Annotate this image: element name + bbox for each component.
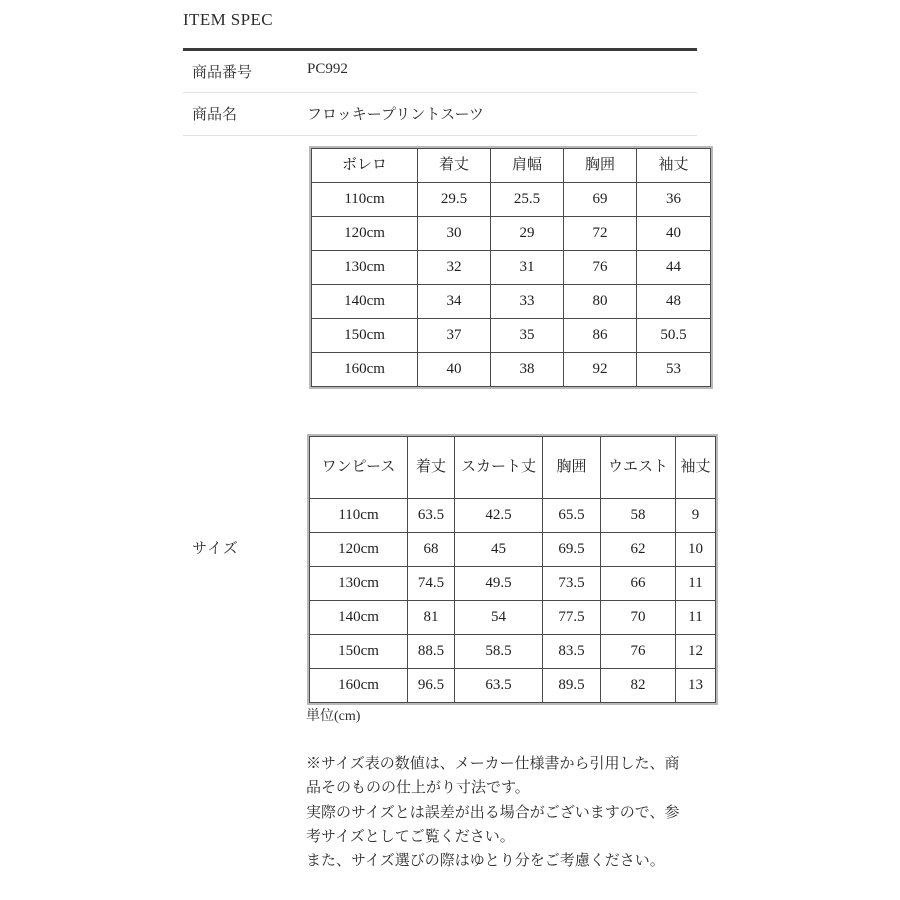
table-row (311, 251, 711, 285)
column-header: ボレロ (311, 148, 418, 183)
value-cell: 58 (601, 499, 676, 533)
spec-label: 商品名 (192, 107, 238, 123)
table-header-row (309, 436, 716, 499)
table-row (309, 601, 716, 635)
value-cell: 48 (637, 285, 711, 319)
column-header: 着丈 (408, 436, 455, 499)
value-cell: 68 (408, 533, 455, 567)
value-cell: 12 (676, 635, 716, 669)
value-cell: 33 (491, 285, 564, 319)
value-cell: 50.5 (637, 319, 711, 353)
value-cell: 62 (601, 533, 676, 567)
value-cell: 35 (491, 319, 564, 353)
spec-row-item-name (183, 97, 697, 137)
value-cell: 45 (455, 533, 543, 567)
page-title: ITEM SPEC (183, 10, 274, 29)
unit-note: 単位(cm) (306, 709, 361, 724)
value-cell: 88.5 (408, 635, 455, 669)
spec-value: PC992 (307, 61, 348, 77)
size-cell: 110cm (311, 183, 418, 217)
value-cell: 31 (491, 251, 564, 285)
size-cell: 160cm (309, 669, 408, 703)
value-cell: 34 (418, 285, 491, 319)
value-cell: 42.5 (455, 499, 543, 533)
value-cell: 82 (601, 669, 676, 703)
table-header-row (311, 148, 711, 183)
value-cell: 72 (564, 217, 637, 251)
value-cell: 73.5 (543, 567, 601, 601)
column-header: 袖丈 (637, 148, 711, 183)
value-cell: 49.5 (455, 567, 543, 601)
size-cell: 130cm (309, 567, 408, 601)
value-cell: 66 (601, 567, 676, 601)
size-cell: 150cm (311, 319, 418, 353)
value-cell: 29.5 (418, 183, 491, 217)
table-row (311, 319, 711, 353)
value-cell: 89.5 (543, 669, 601, 703)
column-header: 肩幅 (491, 148, 564, 183)
value-cell: 11 (676, 567, 716, 601)
note-line-1: ※サイズ表の数値は、メーカー仕様書から引用した、商品そのものの仕上がり寸法です。 (306, 756, 680, 797)
table-row (311, 217, 711, 251)
size-table-bolero (309, 146, 713, 389)
column-header: 胸囲 (543, 436, 601, 499)
value-cell: 37 (418, 319, 491, 353)
table-row (309, 533, 716, 567)
column-header: 着丈 (418, 148, 491, 183)
value-cell: 77.5 (543, 601, 601, 635)
value-cell: 54 (455, 601, 543, 635)
size-cell: 120cm (311, 217, 418, 251)
value-cell: 69.5 (543, 533, 601, 567)
value-cell: 63.5 (408, 499, 455, 533)
table-row (311, 183, 711, 217)
value-cell: 96.5 (408, 669, 455, 703)
value-cell: 58.5 (455, 635, 543, 669)
size-cell: 120cm (309, 533, 408, 567)
size-cell: 160cm (311, 353, 418, 387)
value-cell: 80 (564, 285, 637, 319)
value-cell: 63.5 (455, 669, 543, 703)
size-notes (306, 752, 686, 873)
value-cell: 11 (676, 601, 716, 635)
value-cell: 69 (564, 183, 637, 217)
table-row (309, 635, 716, 669)
column-header: ワンピース (309, 436, 408, 499)
value-cell: 36 (637, 183, 711, 217)
spec-row-item-number (183, 55, 697, 95)
size-cell: 150cm (309, 635, 408, 669)
note-line-2: 実際のサイズとは誤差が出る場合がございますので、参考サイズとしてご覧ください。 (306, 804, 680, 845)
size-table-onepiece (307, 434, 718, 705)
table-row (311, 285, 711, 319)
value-cell: 44 (637, 251, 711, 285)
header-divider (183, 48, 697, 51)
value-cell: 65.5 (543, 499, 601, 533)
spec-row-divider-1 (183, 92, 697, 93)
value-cell: 86 (564, 319, 637, 353)
value-cell: 30 (418, 217, 491, 251)
column-header: ウエスト (601, 436, 676, 499)
value-cell: 10 (676, 533, 716, 567)
value-cell: 40 (418, 353, 491, 387)
value-cell: 29 (491, 217, 564, 251)
value-cell: 81 (408, 601, 455, 635)
table-row (309, 669, 716, 703)
value-cell: 92 (564, 353, 637, 387)
spec-label: 商品番号 (192, 65, 253, 81)
size-cell: 130cm (311, 251, 418, 285)
spec-row-divider-2 (183, 135, 697, 136)
spec-value: フロッキープリントスーツ (307, 107, 484, 123)
table-row (311, 353, 711, 387)
size-cell: 140cm (309, 601, 408, 635)
value-cell: 74.5 (408, 567, 455, 601)
value-cell: 40 (637, 217, 711, 251)
value-cell: 32 (418, 251, 491, 285)
column-header: 袖丈 (676, 436, 716, 499)
value-cell: 76 (564, 251, 637, 285)
size-cell: 140cm (311, 285, 418, 319)
value-cell: 76 (601, 635, 676, 669)
table-row (309, 567, 716, 601)
value-cell: 38 (491, 353, 564, 387)
column-header: 胸囲 (564, 148, 637, 183)
value-cell: 9 (676, 499, 716, 533)
value-cell: 13 (676, 669, 716, 703)
value-cell: 25.5 (491, 183, 564, 217)
value-cell: 83.5 (543, 635, 601, 669)
note-line-3: また、サイズ選びの際はゆとり分をご考慮ください。 (306, 853, 665, 870)
column-header: スカート丈 (455, 436, 543, 499)
table-row (309, 499, 716, 533)
value-cell: 53 (637, 353, 711, 387)
size-section-label: サイズ (192, 541, 239, 557)
size-cell: 110cm (309, 499, 408, 533)
value-cell: 70 (601, 601, 676, 635)
